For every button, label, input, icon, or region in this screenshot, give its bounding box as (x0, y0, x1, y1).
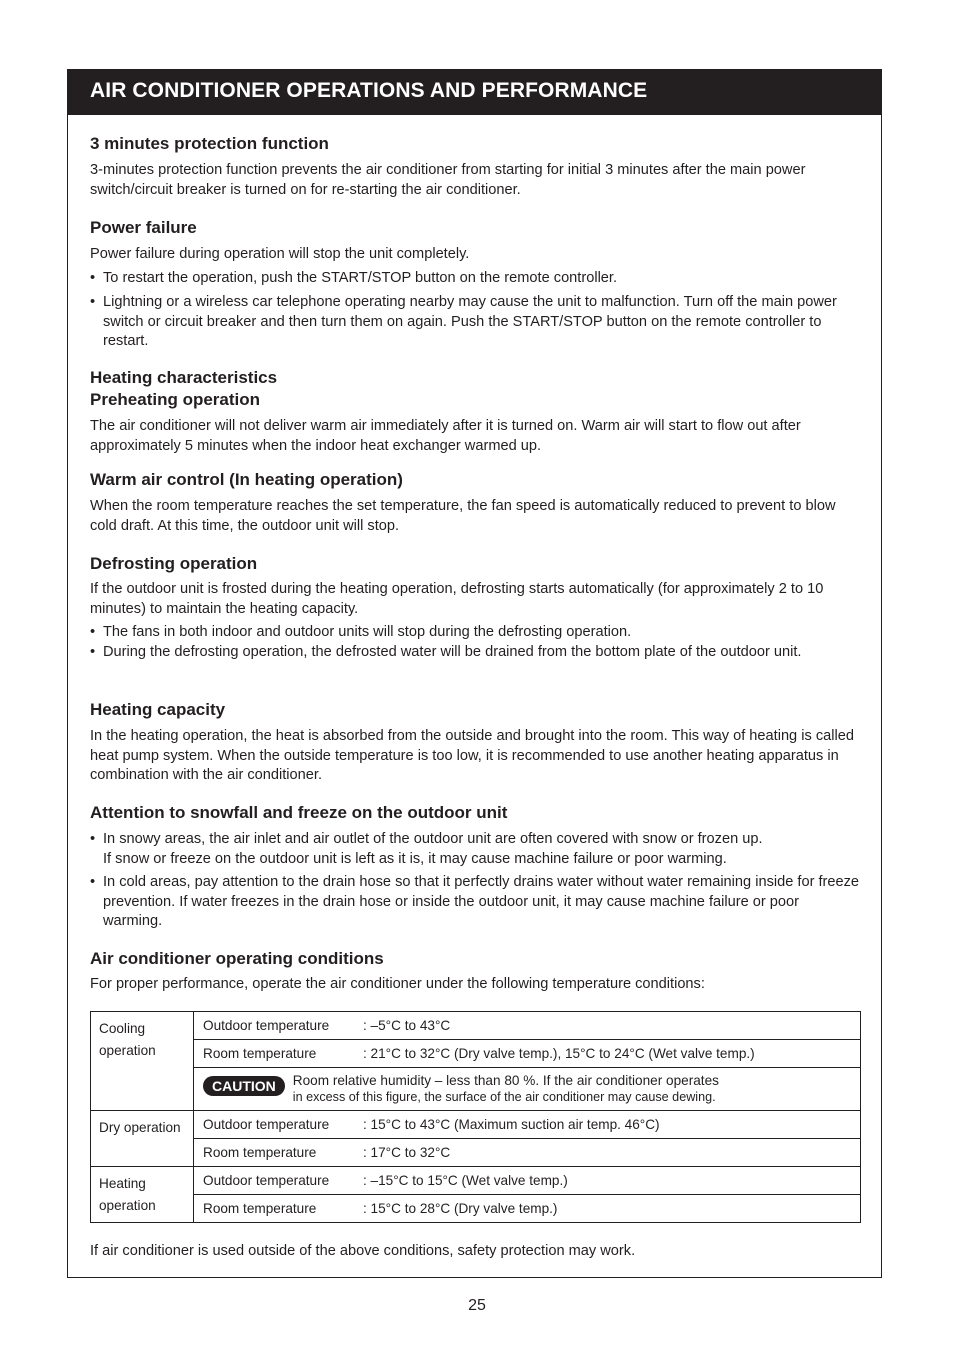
bullet-text: During the defrosting operation, the defrosted water will be drained from the bottom plate of the outdoor unit. (103, 644, 802, 660)
bullet-mark: • (90, 644, 96, 660)
operating-conditions-text: For proper performance, operate the air conditioner under the following temperature conditions: (90, 976, 705, 992)
bullet-text: In snowy areas, the air inlet and air outlet of the outdoor unit are often covered with snow or frozen up. (103, 831, 763, 847)
preheating-text: The air conditioner will not deliver warm air immediately after it is turned on. Warm air will start to flow out after approximately 5 minutes when the indoor heat exchanger warmed up. (90, 418, 801, 454)
cooling-caution-cell (194, 1068, 861, 1111)
bullet-mark: • (90, 270, 96, 286)
cooling-outdoor-value: : –5°C to 43°C (363, 1018, 451, 1033)
bullet-mark: • (90, 624, 96, 640)
page-title: AIR CONDITIONER OPERATIONS AND PERFORMANCE (90, 79, 648, 102)
caution-line-1: Room relative humidity – less than 80 %. If the air conditioner operates (292, 1073, 719, 1088)
cooling-outdoor-cell (194, 1012, 861, 1040)
dry-room-value: : 17°C to 32°C (363, 1145, 451, 1160)
cooling-label: Cooling operation (91, 1012, 194, 1111)
heating-capacity-text: In the heating operation, the heat is absorbed from the outside and brought into the room. This way of heating is called heat pump system. When the outside temperature is too low, it is recommended to use another heating apparatus in combination with the air conditioner. (90, 728, 854, 783)
cooling-outdoor-name: Outdoor temperature (203, 1018, 330, 1033)
caution-badge: CAUTION (203, 1076, 285, 1096)
heading-power-failure: Power failure (90, 218, 197, 237)
dry-room-cell (194, 1139, 861, 1167)
dry-outdoor-cell (194, 1111, 861, 1139)
defrosting-bullet-1 (90, 623, 862, 643)
cooling-room-name: Room temperature (203, 1046, 317, 1061)
bullet-mark: • (90, 294, 96, 310)
table-row (91, 1195, 861, 1223)
caution-text (293, 1073, 719, 1105)
heading-heating-characteristics: Heating characteristics (90, 368, 278, 387)
heating-outdoor-cell (194, 1167, 861, 1195)
bullet-text: Lightning or a wireless car telephone operating nearby may cause the unit to malfunction. Turn off the main power switch or circuit breaker and then turn them on again. Push the START/STOP button on the remote controller to restart. (103, 294, 837, 349)
table-row (91, 1068, 861, 1111)
protection-text: 3-minutes protection function prevents the air conditioner from starting for initial 3 minutes after the main power switch/circuit breaker is turned on for re-starting the air conditioner. (90, 162, 806, 198)
power-failure-bullet-1 (90, 269, 862, 289)
heating-room-name: Room temperature (203, 1201, 317, 1216)
page-number: 25 (468, 1297, 486, 1314)
heading-heating-capacity: Heating capacity (90, 700, 226, 719)
bullet-text: The fans in both indoor and outdoor units will stop during the defrosting operation. (103, 624, 632, 640)
bullet-text: To restart the operation, push the START/STOP button on the remote controller. (103, 270, 618, 286)
operating-conditions-footer: If air conditioner is used outside of the above conditions, safety protection may work. (90, 1243, 636, 1259)
table-row (91, 1111, 861, 1139)
dry-room-name: Room temperature (203, 1145, 317, 1160)
cooling-room-cell (194, 1040, 861, 1068)
table-row (91, 1139, 861, 1167)
snowfall-bullet-2 (90, 873, 862, 932)
power-failure-text: Power failure during operation will stop the unit completely. (90, 246, 470, 262)
dry-outdoor-value: : 15°C to 43°C (Maximum suction air temp. 46°C) (363, 1117, 660, 1132)
title-bar (68, 70, 881, 115)
heating-room-cell (194, 1195, 861, 1223)
table-row (91, 1012, 861, 1040)
heading-operating-conditions: Air conditioner operating conditions (90, 949, 384, 968)
bullet-text-continued: If snow or freeze on the outdoor unit is left as it is, it may cause machine failure or poor warming. (103, 850, 727, 867)
warm-air-text: When the room temperature reaches the set temperature, the fan speed is automatically reduced to prevent to blow cold draft. At this time, the outdoor unit will stop. (90, 498, 836, 534)
cooling-room-value: : 21°C to 32°C (Dry valve temp.), 15°C to 24°C (Wet valve temp.) (363, 1046, 755, 1061)
power-failure-bullet-2 (90, 293, 862, 352)
bullet-mark: • (90, 874, 96, 890)
heating-outdoor-value: : –15°C to 15°C (Wet valve temp.) (363, 1173, 568, 1188)
heading-defrosting: Defrosting operation (90, 554, 258, 573)
table-row (91, 1040, 861, 1068)
table-row (91, 1167, 861, 1195)
operating-conditions-table (90, 1011, 861, 1223)
heading-warm-air: Warm air control (In heating operation) (90, 470, 403, 489)
bullet-text: In cold areas, pay attention to the drain hose so that it perfectly drains water without water remaining inside for freeze prevention. If water freezes in the drain hose or inside the outdoor unit, it may cause machine failure or poor warming. (103, 874, 860, 929)
heading-protection: 3 minutes protection function (90, 134, 329, 153)
snowfall-bullet-1 (90, 830, 862, 869)
dry-outdoor-name: Outdoor temperature (203, 1117, 330, 1132)
heading-preheating: Preheating operation (90, 390, 261, 409)
page-frame (67, 69, 882, 1278)
heading-snowfall: Attention to snowfall and freeze on the outdoor unit (90, 803, 508, 822)
dry-label: Dry operation (91, 1111, 194, 1167)
heating-outdoor-name: Outdoor temperature (203, 1173, 330, 1188)
defrosting-bullet-2 (90, 643, 862, 663)
defrosting-text: If the outdoor unit is frosted during the heating operation, defrosting starts automatically (for approximately 2 to 10 minutes) to maintain the heating capacity. (90, 581, 824, 617)
caution-line-2: in excess of this figure, the surface of the air conditioner may cause dewing. (292, 1090, 716, 1104)
bullet-mark: • (90, 831, 96, 847)
heating-room-value: : 15°C to 28°C (Dry valve temp.) (363, 1201, 558, 1216)
heating-label: Heating operation (91, 1167, 194, 1223)
